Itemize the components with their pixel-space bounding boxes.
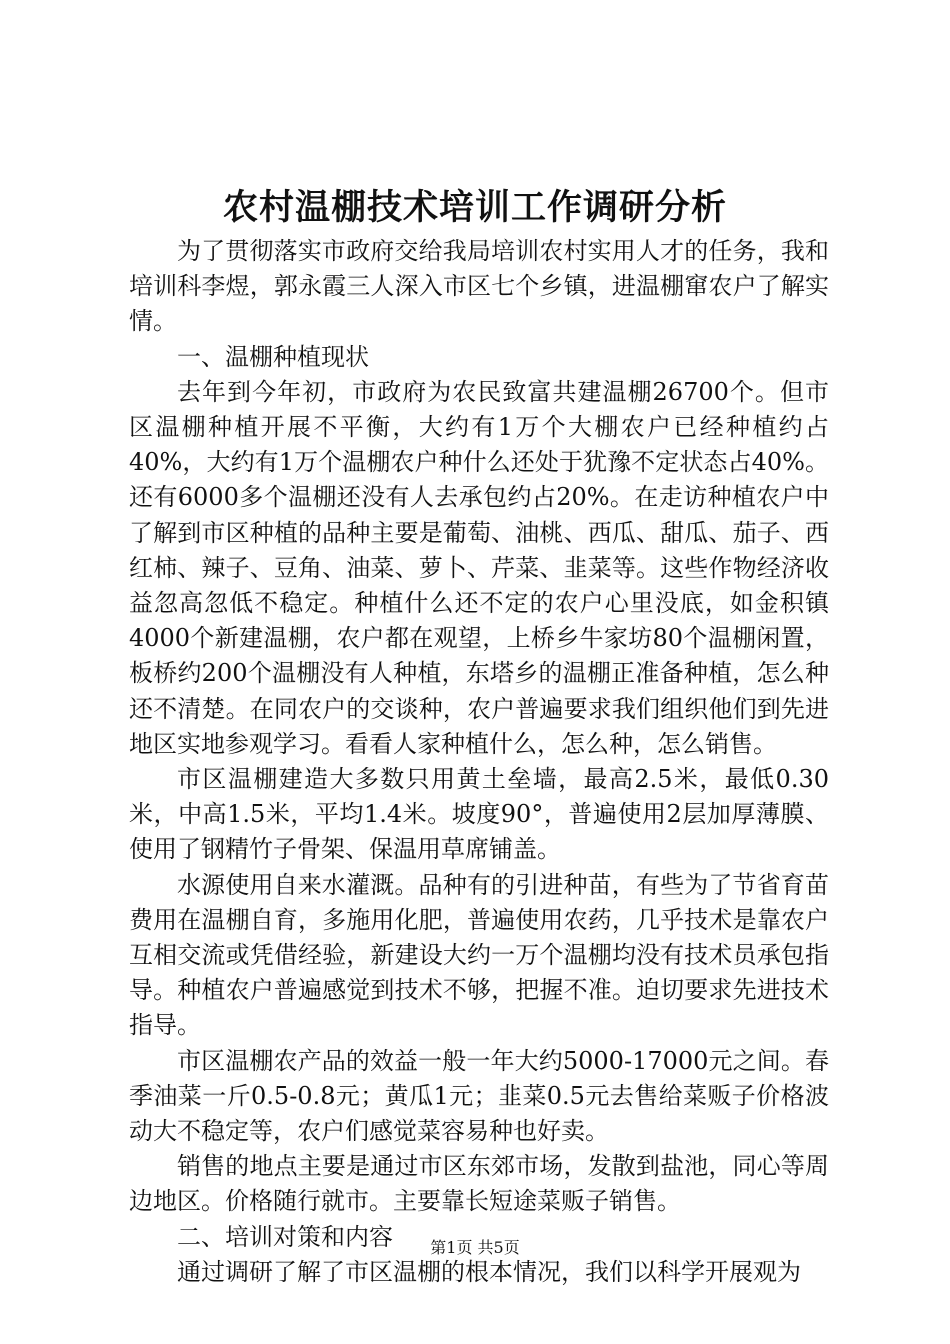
paragraph-construction: 市区温棚建造大多数只用黄土垒墙，最高2.5米，最低0.30米，中高1.5米，平均1.4米。坡度90°，普遍使用2层加厚薄膜、使用了钢精竹子骨架、保温用草席铺盖。 <box>129 765 829 864</box>
paragraph-profit: 市区温棚农产品的效益一般一年大约5000-17000元之间。春季油菜一斤0.5-0.8元；黄瓜1元；韭菜0.5元去售给菜贩子价格波动大不稳定等，农户们感觉菜容易种也好卖。 <box>129 1046 829 1146</box>
paragraph-status: 去年到今年初，市政府为农民致富共建温棚26700个。但市区温棚种植开展不平衡，大约有1万个大棚农户已经种植约占40%，大约有1万个温棚农户种什么还处于犹豫不定状态占40%。还有6000多个温棚还没有人去承包约占20%。在走访种植农户中了解到市区种植的品种主要是葡萄、油桃、西瓜、甜瓜、茄子、西红柿、辣子、豆角、油菜、萝卜、芹菜、韭菜等。这些作物经济收益忽高忽低不稳定。种植什么还不定的农户心里没底，如金积镇4000个新建温棚，农户都在观望，上桥乡牛家坊80个温棚闲置，板桥约200个温棚没有人种植，东塔乡的温棚正准备种植，怎么种还不清楚。在同农户的交谈种，农户普遍要求我们组织他们到先进地区实地参观学习。看看人家种植什么，怎么种，怎么销售。 <box>129 377 829 758</box>
paragraph-sales: 销售的地点主要是通过市区东郊市场，发散到盐池，同心等周边地区。价格随行就市。主要靠长短途菜贩子销售。 <box>129 1152 829 1216</box>
paragraph-training: 通过调研了解了市区温棚的根本情况，我们以科学开展观为 <box>177 1257 801 1286</box>
document-body <box>129 234 829 1290</box>
paragraph-intro: 为了贯彻落实市政府交给我局培训农村实用人才的任务，我和培训科李煜，郭永霞三人深入市区七个乡镇，进温棚窜农户了解实情。 <box>129 237 829 336</box>
page-footer: 第1页 共5页 <box>430 1238 520 1257</box>
section-heading-1: 一、温棚种植现状 <box>177 342 369 371</box>
paragraph-water-source: 水源使用自来水灌溉。品种有的引进种苗，有些为了节省育苗费用在温棚自育，多施用化肥，普遍使用农药，几乎技术是靠农户互相交流或凭借经验，新建设大约一万个温棚均没有技术员承包指导。种植农户普遍感觉到技术不够，把握不准。迫切要求先进技术指导。 <box>129 870 829 1040</box>
section-heading-2: 二、培训对策和内容 <box>177 1222 393 1251</box>
document-title: 农村温棚技术培训工作调研分析 <box>222 187 727 228</box>
